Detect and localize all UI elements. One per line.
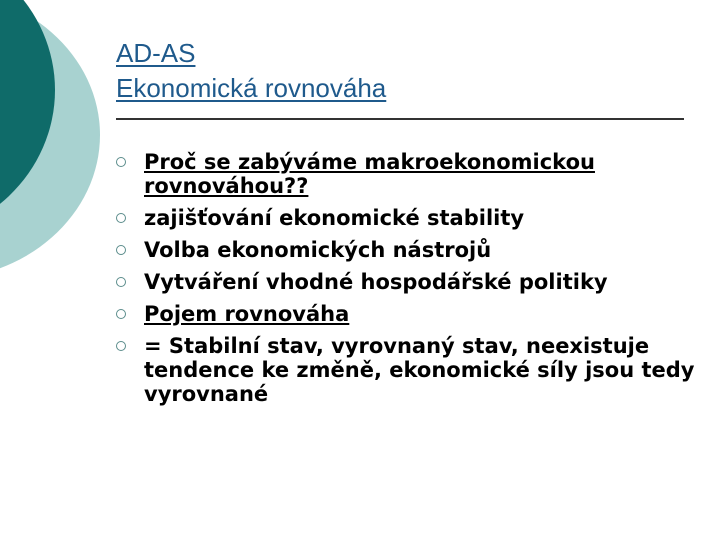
slide-title bbox=[116, 36, 386, 106]
title-line-1: AD-AS bbox=[116, 38, 196, 68]
circle-bullet-icon bbox=[116, 309, 126, 319]
bullet-item bbox=[116, 206, 696, 230]
bullet-text: zajišťování ekonomické stability bbox=[144, 206, 525, 230]
bullet-text: Volba ekonomických nástrojů bbox=[144, 238, 492, 262]
bullet-list bbox=[116, 150, 696, 414]
title-line-2: Ekonomická rovnováha bbox=[116, 73, 387, 103]
circle-bullet-icon bbox=[116, 213, 126, 223]
circle-bullet-icon bbox=[116, 341, 126, 351]
bullet-item bbox=[116, 150, 696, 198]
circle-bullet-icon bbox=[116, 157, 126, 167]
bullet-text: Vytváření vhodné hospodářské politiky bbox=[144, 270, 608, 294]
title-divider bbox=[116, 118, 684, 120]
bullet-item bbox=[116, 334, 696, 406]
bullet-text: Proč se zabýváme makroekonomickou rovnováhou?? bbox=[144, 150, 595, 198]
bullet-text: = Stabilní stav, vyrovnaný stav, neexistuje tendence ke změně, ekonomické síly jsou tedy vyrovnané bbox=[144, 334, 695, 406]
bullet-item bbox=[116, 302, 696, 326]
circle-bullet-icon bbox=[116, 277, 126, 287]
bullet-item bbox=[116, 238, 696, 262]
bullet-text: Pojem rovnováha bbox=[144, 302, 350, 326]
bullet-item bbox=[116, 270, 696, 294]
circle-bullet-icon bbox=[116, 245, 126, 255]
